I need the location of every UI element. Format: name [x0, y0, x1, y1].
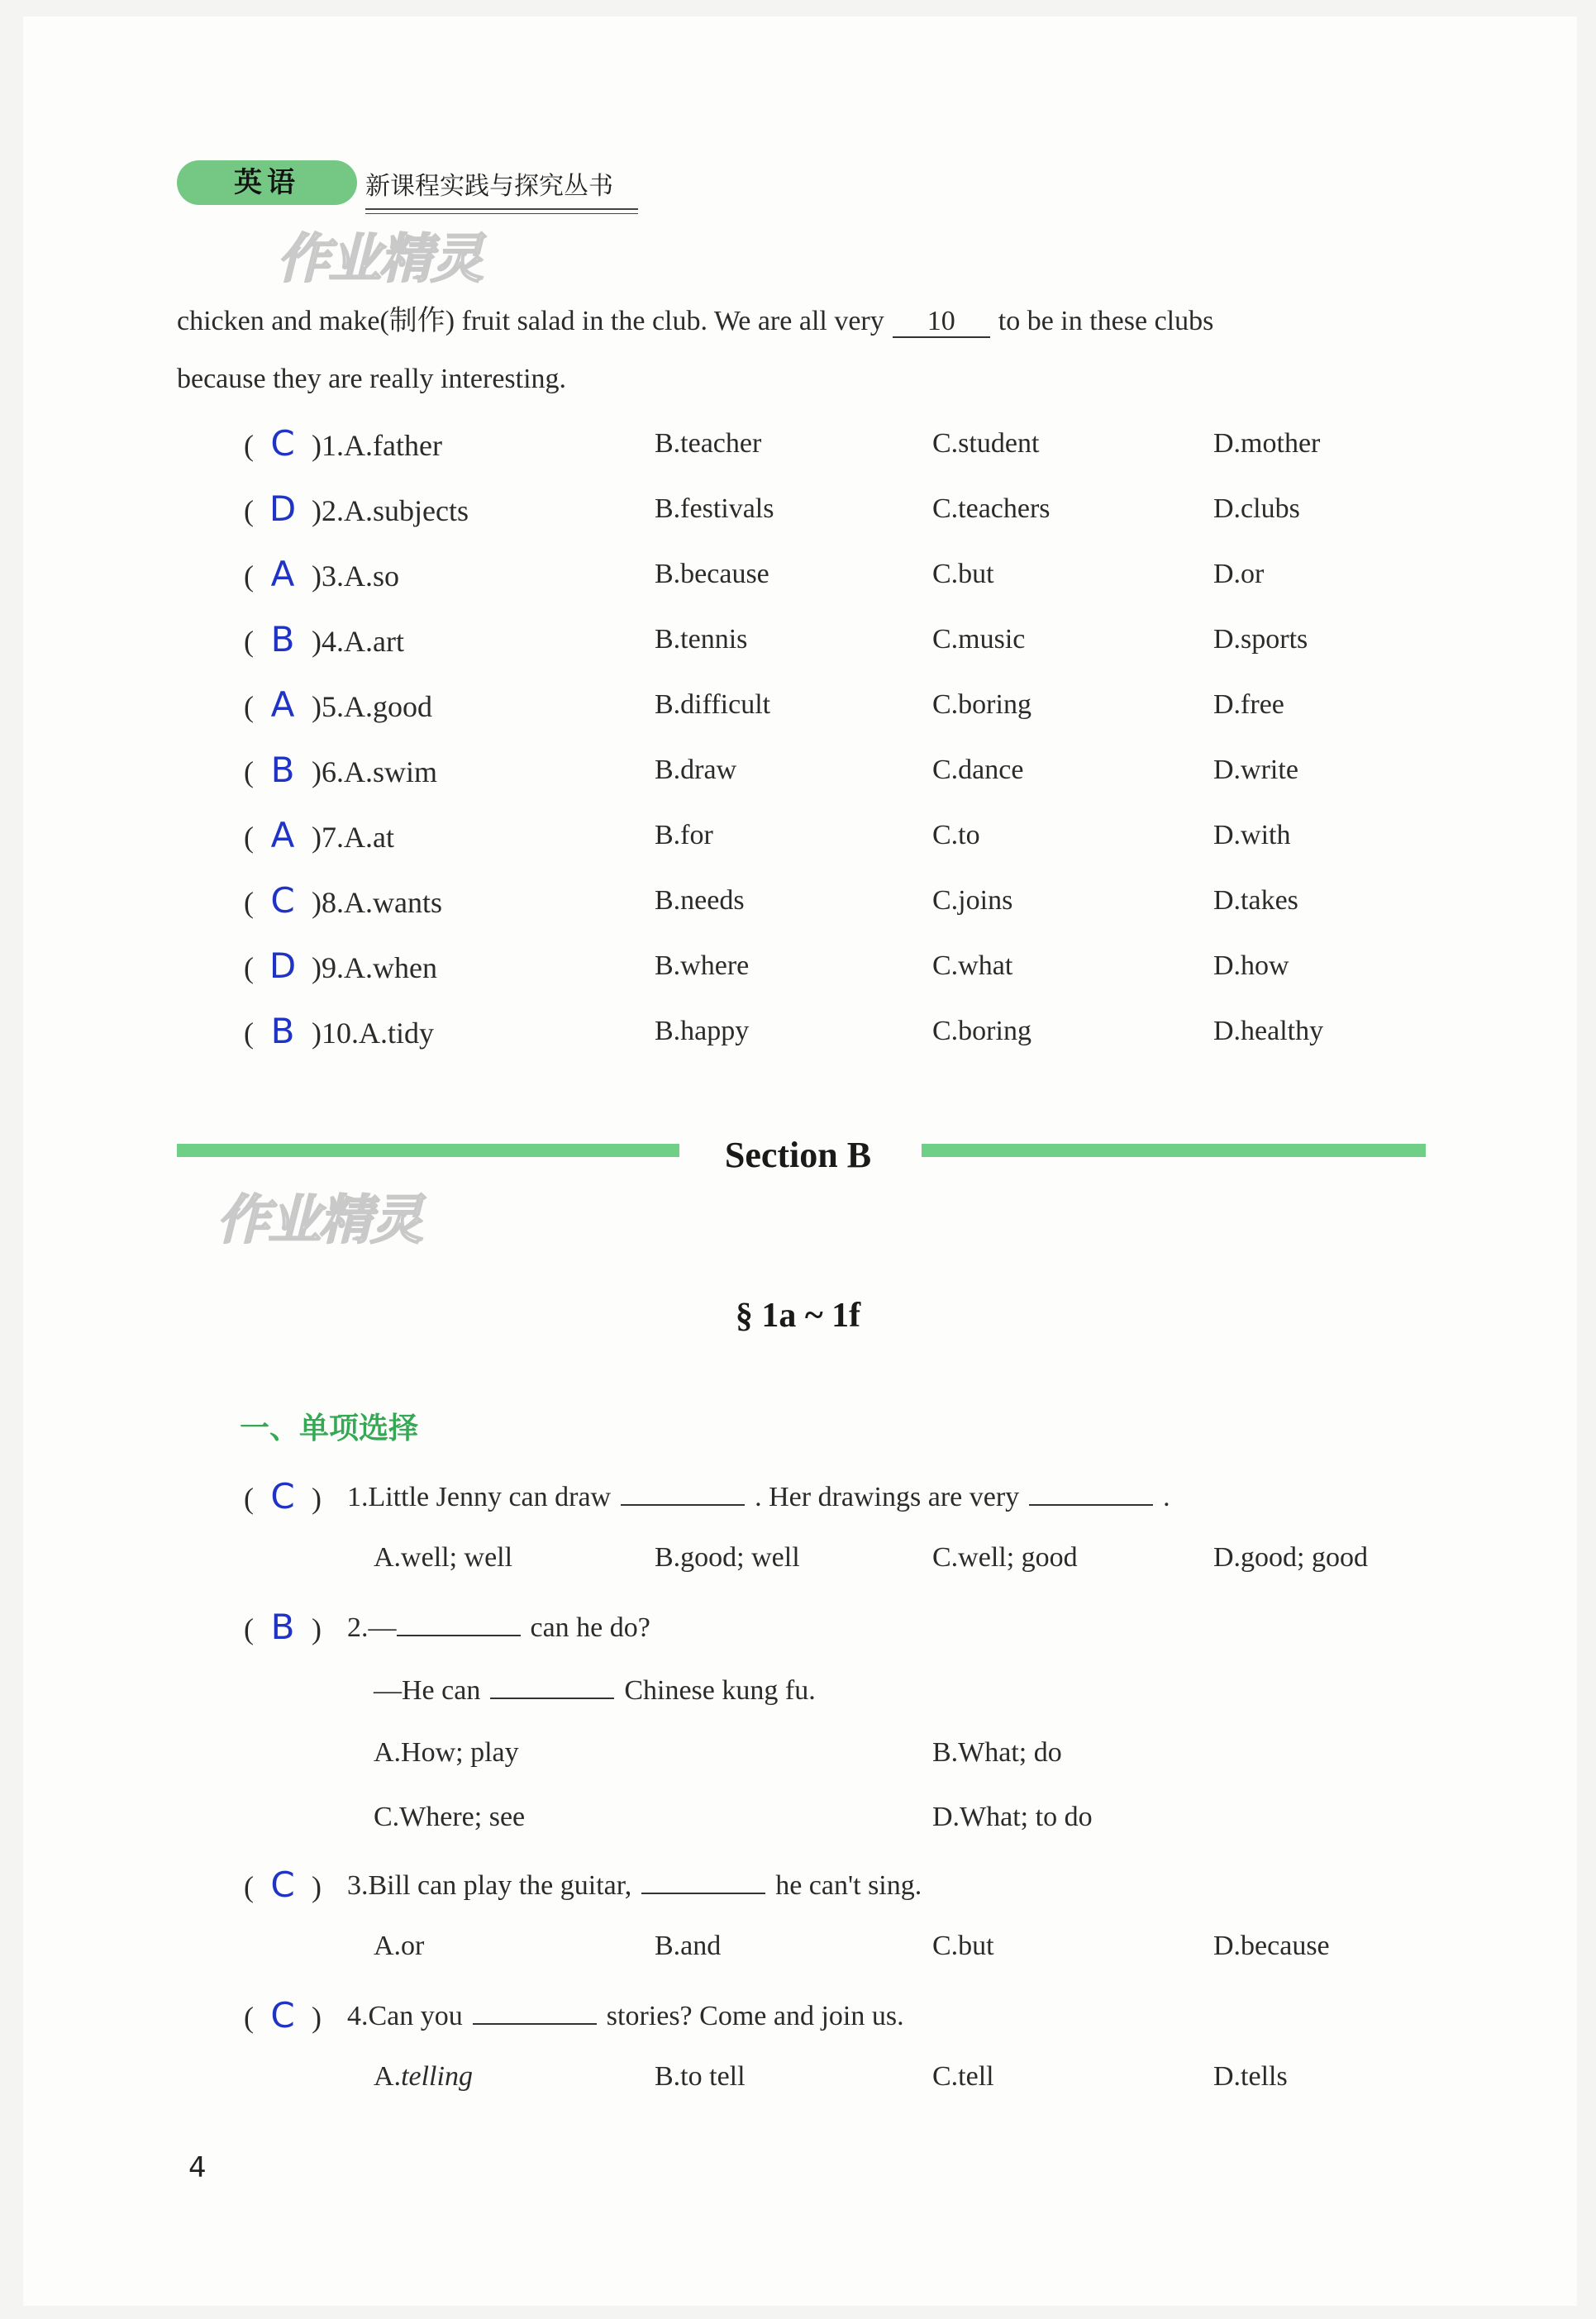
- answer-paren: ( C ): [244, 1995, 322, 2036]
- question-number: 2.: [322, 494, 344, 527]
- option-c: C.music: [932, 624, 1026, 655]
- option-d: D.how: [1213, 950, 1289, 981]
- cloze-row: [0, 880, 1596, 930]
- option-a: A.How; play: [374, 1737, 519, 1768]
- answer-paren: ( A )5.A.good: [244, 684, 432, 725]
- option-b: B.What; do: [932, 1737, 1062, 1768]
- option-a: A.wants: [344, 886, 442, 919]
- option-a: A.swim: [344, 755, 438, 788]
- question-text: [347, 1868, 922, 1902]
- option-b: B.to tell: [655, 2061, 746, 2092]
- option-c: C.joins: [932, 885, 1013, 916]
- question-text-part: 3.Bill can play the guitar,: [347, 1870, 632, 1901]
- answer-paren: ( C )8.A.wants: [244, 880, 442, 921]
- passage-line-2: because they are really interesting.: [177, 364, 567, 394]
- option-c: C.but: [932, 559, 994, 589]
- option-d: D.good; good: [1213, 1542, 1368, 1573]
- option-c: C.to: [932, 820, 980, 850]
- answer-letter: C: [270, 1995, 295, 2036]
- answer-paren: ( B ): [244, 1607, 322, 1647]
- cloze-row: [0, 619, 1596, 669]
- answer-letter: C: [270, 423, 295, 464]
- option-b: B.happy: [655, 1016, 750, 1046]
- answer-paren: ( D )9.A.when: [244, 945, 437, 986]
- option-b: B.festivals: [655, 493, 774, 524]
- option-b: B.needs: [655, 885, 745, 916]
- option-b: B.teacher: [655, 428, 762, 459]
- option-b: B.and: [655, 1931, 722, 1961]
- question-number: 9.: [322, 951, 344, 984]
- section-title: Section B: [724, 1135, 872, 1175]
- answer-letter: B: [270, 1011, 295, 1051]
- answer-letter: B: [270, 619, 295, 660]
- option-a: A.good: [344, 690, 432, 723]
- answer-letter: C: [270, 1864, 295, 1905]
- question-text: [347, 1610, 650, 1644]
- question-2-options-row-2: [0, 1802, 1596, 1851]
- question-text-part: 2.—: [347, 1612, 397, 1643]
- cloze-row: [0, 554, 1596, 603]
- question-text-part: can he do?: [530, 1612, 650, 1643]
- answer-blank: [1029, 1479, 1153, 1506]
- answer-letter: D: [269, 945, 297, 986]
- option-d: D.write: [1213, 755, 1298, 785]
- question-text-part: Chinese kung fu.: [624, 1675, 816, 1706]
- answer-blank: [473, 1998, 597, 2025]
- question-number: 5.: [322, 690, 344, 723]
- question-text-part: 4.Can you: [347, 2001, 463, 2031]
- option-a: A.or: [374, 1931, 425, 1961]
- option-a: A.telling: [374, 2061, 473, 2092]
- option-a: A.art: [344, 625, 404, 658]
- cloze-row: [0, 750, 1596, 799]
- answer-letter: C: [270, 880, 295, 921]
- section-subtitle: § 1a ~ 1f: [735, 1297, 861, 1335]
- option-b: B.for: [655, 820, 713, 850]
- option-d: D.sports: [1213, 624, 1308, 655]
- option-b: B.because: [655, 559, 769, 589]
- question-text-part: .: [1163, 1482, 1170, 1512]
- cloze-row: [0, 1011, 1596, 1060]
- option-b: B.draw: [655, 755, 737, 785]
- question-2-options-row-1: [0, 1737, 1596, 1787]
- passage-text: to be in these clubs: [998, 306, 1214, 336]
- cloze-row: [0, 684, 1596, 734]
- answer-letter: B: [270, 750, 295, 790]
- cloze-row: [0, 945, 1596, 995]
- option-b: B.where: [655, 950, 750, 981]
- option-d: D.because: [1213, 1931, 1330, 1961]
- answer-paren: ( C )1.A.father: [244, 423, 442, 464]
- question-text-part: he can't sing.: [775, 1870, 922, 1901]
- question-2: [0, 1607, 1596, 1656]
- option-a: A.father: [344, 429, 442, 462]
- question-1: [0, 1476, 1596, 1526]
- option-c: C.boring: [932, 689, 1031, 720]
- option-c: C.dance: [932, 755, 1024, 785]
- option-d: D.What; to do: [932, 1802, 1093, 1832]
- option-c: C.but: [932, 1931, 994, 1961]
- question-text-part: 1.Little Jenny can draw: [347, 1482, 612, 1512]
- question-3: [0, 1864, 1596, 1914]
- question-number: 1.: [322, 429, 344, 462]
- question-number: 8.: [322, 886, 344, 919]
- answer-paren: ( A )7.A.at: [244, 815, 394, 855]
- answer-letter: D: [269, 488, 297, 529]
- option-d: D.clubs: [1213, 493, 1300, 524]
- option-c: C.Where; see: [374, 1802, 526, 1832]
- question-text-part: . Her drawings are very: [755, 1482, 1020, 1512]
- option-b: B.tennis: [655, 624, 748, 655]
- answer-blank: [641, 1868, 765, 1894]
- part-title: 一、单项选择: [240, 1412, 419, 1445]
- option-d: D.free: [1213, 689, 1284, 720]
- question-number: 4.: [322, 625, 344, 658]
- answer-paren: ( C ): [244, 1864, 322, 1905]
- question-2-line-2: [0, 1673, 1596, 1722]
- question-4-options: [0, 2061, 1596, 2111]
- passage-line-1: [177, 298, 1213, 338]
- option-c: C.boring: [932, 1016, 1031, 1046]
- answer-letter: C: [270, 1476, 295, 1517]
- subject-badge: 英语: [177, 160, 357, 205]
- option-a-italic: telling: [401, 2061, 473, 2092]
- option-a: A.at: [344, 821, 394, 854]
- option-a: A.well; well: [374, 1542, 513, 1573]
- answer-blank: [397, 1610, 521, 1636]
- question-text: [347, 1998, 904, 2032]
- option-c: C.tell: [932, 2061, 994, 2092]
- answer-paren: ( B )6.A.swim: [244, 750, 438, 790]
- passage-text: chicken and make(制作) fruit salad in the club. We are all very: [177, 306, 884, 336]
- option-a: A.when: [344, 951, 437, 984]
- answer-paren: ( B )4.A.art: [244, 619, 404, 660]
- option-d: D.healthy: [1213, 1016, 1324, 1046]
- cloze-row: [0, 488, 1596, 538]
- question-number: 3.: [322, 560, 344, 593]
- passage-blank-10: 10: [893, 307, 990, 338]
- question-text-part: stories? Come and join us.: [606, 2001, 904, 2031]
- question-4: [0, 1995, 1596, 2045]
- answer-letter: A: [270, 684, 295, 725]
- question-1-options: [0, 1542, 1596, 1592]
- answer-paren: ( D )2.A.subjects: [244, 488, 469, 529]
- watermark-middle: 作业精灵: [217, 1190, 422, 1251]
- answer-blank: [490, 1673, 614, 1699]
- answer-paren: ( A )3.A.so: [244, 554, 400, 594]
- answer-letter: A: [270, 554, 295, 594]
- series-title: 新课程实践与探究丛书: [365, 172, 613, 201]
- question-text: [347, 1479, 1170, 1513]
- answer-paren: ( B )10.A.tidy: [244, 1011, 435, 1051]
- question-3-options: [0, 1931, 1596, 1980]
- question-number: 7.: [322, 821, 344, 854]
- header-rule: [365, 213, 638, 214]
- header-rule: [365, 208, 638, 210]
- option-d: D.with: [1213, 820, 1291, 850]
- option-d: D.or: [1213, 559, 1265, 589]
- answer-blank: [621, 1479, 745, 1506]
- option-b: B.difficult: [655, 689, 771, 720]
- question-number: 6.: [322, 755, 344, 788]
- option-b: B.good; well: [655, 1542, 800, 1573]
- option-a: A.subjects: [344, 494, 469, 527]
- cloze-row: [0, 423, 1596, 473]
- page-number: 4: [188, 2151, 207, 2184]
- option-a: A.tidy: [359, 1017, 435, 1050]
- watermark-top: 作业精灵: [277, 229, 482, 290]
- question-text-part: —He can: [374, 1675, 481, 1706]
- answer-letter: A: [270, 815, 295, 855]
- option-d: D.takes: [1213, 885, 1298, 916]
- option-d: D.mother: [1213, 428, 1321, 459]
- option-d: D.tells: [1213, 2061, 1288, 2092]
- option-c: C.what: [932, 950, 1013, 981]
- answer-paren: ( C ): [244, 1476, 322, 1517]
- question-number: 10.: [322, 1017, 359, 1050]
- option-c: C.teachers: [932, 493, 1051, 524]
- question-text: [374, 1673, 816, 1707]
- answer-letter: B: [270, 1607, 295, 1647]
- option-a: A.so: [344, 560, 400, 593]
- cloze-row: [0, 815, 1596, 864]
- option-c: C.student: [932, 428, 1040, 459]
- option-c: C.well; good: [932, 1542, 1078, 1573]
